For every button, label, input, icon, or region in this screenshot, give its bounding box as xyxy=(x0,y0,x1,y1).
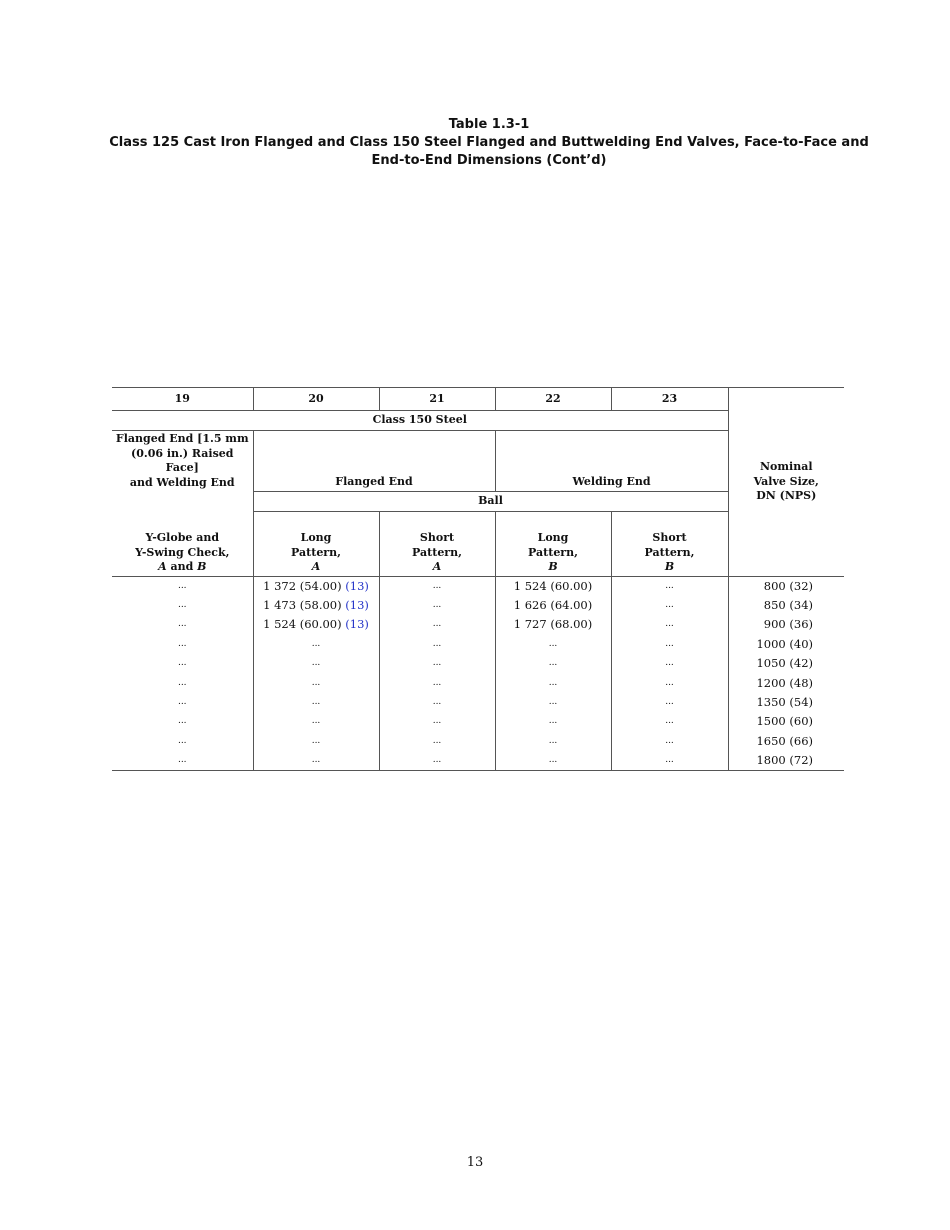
cell-long-pattern-a-value: ... xyxy=(311,697,321,708)
y-globe-line-1: Y-Globe and xyxy=(145,531,220,544)
short-label: Short xyxy=(419,531,455,544)
column-number-19: 19 xyxy=(112,388,253,411)
cell-long-pattern-a-value: ... xyxy=(311,716,321,727)
cell-nominal-size-value: 1650 (66) xyxy=(756,733,813,748)
cell-long-pattern-a-value: 1 372 (54.00) xyxy=(263,578,342,593)
cell-y-globe-value: ... xyxy=(177,600,187,611)
cell-long-pattern-b-value: 1 524 (60.00) xyxy=(513,578,593,593)
cell-long-pattern-b xyxy=(495,654,611,673)
cell-short-pattern-a-value: ... xyxy=(432,735,442,746)
pattern-label: Pattern, xyxy=(412,545,462,559)
cell-long-pattern-a xyxy=(253,751,379,771)
cell-y-globe xyxy=(112,732,253,751)
b-label: B xyxy=(548,560,558,573)
table-row xyxy=(112,673,844,692)
cell-short-pattern-b xyxy=(611,712,728,731)
cell-nominal-size xyxy=(728,693,844,712)
class-150-steel-header: Class 150 Steel xyxy=(112,411,728,431)
cell-short-pattern-b xyxy=(611,732,728,751)
cell-long-pattern-a-value: ... xyxy=(311,735,321,746)
cell-y-globe-value: ... xyxy=(177,638,187,649)
table-body xyxy=(112,576,844,771)
short-pattern-b-header xyxy=(611,511,728,576)
cell-y-globe xyxy=(112,673,253,692)
cell-y-globe xyxy=(112,576,253,596)
cell-short-pattern-a xyxy=(379,693,495,712)
table-row xyxy=(112,712,844,731)
cell-long-pattern-a xyxy=(253,673,379,692)
pattern-label: Pattern, xyxy=(644,545,695,559)
cell-nominal-size-value: 1350 (54) xyxy=(756,695,813,710)
table-row xyxy=(112,635,844,654)
cell-short-pattern-a-value: ... xyxy=(432,677,442,688)
cell-short-pattern-b xyxy=(611,596,728,615)
short-label: Short xyxy=(652,531,687,544)
y-globe-a: A xyxy=(158,560,167,573)
cell-long-pattern-b xyxy=(495,673,611,692)
a-label: A xyxy=(432,560,442,573)
nominal-size-header xyxy=(728,388,844,577)
cell-y-globe xyxy=(112,635,253,654)
flanged-end-header: Flanged End xyxy=(253,431,495,492)
cell-long-pattern-a xyxy=(253,712,379,731)
table-row xyxy=(112,596,844,615)
cell-nominal-size xyxy=(728,635,844,654)
cell-long-pattern-a-value: ... xyxy=(311,658,321,669)
cell-short-pattern-a xyxy=(379,654,495,673)
cell-long-pattern-a-value: ... xyxy=(311,755,321,766)
cell-nominal-size xyxy=(728,576,844,596)
welding-end-header: Welding End xyxy=(495,431,728,492)
cell-short-pattern-a-value: ... xyxy=(432,619,442,630)
table-row xyxy=(112,615,844,634)
cell-y-globe xyxy=(112,693,253,712)
cell-long-pattern-a xyxy=(253,596,379,615)
cell-short-pattern-a-value: ... xyxy=(432,697,442,708)
a-label: A xyxy=(311,560,321,573)
table-row xyxy=(112,654,844,673)
cell-short-pattern-a xyxy=(379,615,495,634)
pattern-label: Pattern, xyxy=(291,545,341,559)
table-row xyxy=(112,732,844,751)
column-number-21: 21 xyxy=(379,388,495,411)
cell-long-pattern-a xyxy=(253,615,379,634)
y-globe-b: B xyxy=(197,560,207,573)
cell-y-globe-value: ... xyxy=(177,697,187,708)
long-pattern-b-header xyxy=(495,511,611,576)
cell-short-pattern-a-value: ... xyxy=(432,638,442,649)
cell-long-pattern-b xyxy=(495,576,611,596)
y-globe-line-2: Y-Swing Check, xyxy=(135,545,230,559)
cell-short-pattern-b-value: ... xyxy=(665,716,674,727)
cell-y-globe-value: ... xyxy=(177,619,187,630)
page-number: 13 xyxy=(466,1155,484,1170)
dimensions-table xyxy=(112,387,844,771)
cell-long-pattern-a-value: 1 473 (58.00) xyxy=(263,598,342,613)
cell-long-pattern-b xyxy=(495,693,611,712)
cell-nominal-size xyxy=(728,615,844,634)
table-row xyxy=(112,576,844,596)
cell-short-pattern-b-value: ... xyxy=(665,600,674,611)
nominal-line-1: Nominal xyxy=(759,460,813,473)
cell-long-pattern-b-value: 1 727 (68.00) xyxy=(513,617,593,632)
note-reference-link[interactable]: (13) xyxy=(345,598,369,613)
nominal-line-2: Valve Size, xyxy=(753,474,819,488)
cell-y-globe xyxy=(112,615,253,634)
cell-nominal-size-value: 1000 (40) xyxy=(756,636,813,651)
cell-nominal-size-value: 1500 (60) xyxy=(756,714,813,729)
cell-long-pattern-b-value: ... xyxy=(548,638,558,649)
cell-y-globe xyxy=(112,654,253,673)
cell-long-pattern-a-value: ... xyxy=(311,638,321,649)
cell-nominal-size-value: 800 (32) xyxy=(763,578,813,593)
cell-short-pattern-b-value: ... xyxy=(665,580,674,591)
cell-short-pattern-b-value: ... xyxy=(665,755,674,766)
short-pattern-a-header xyxy=(379,511,495,576)
cell-y-globe-value: ... xyxy=(177,658,187,669)
note-reference-link[interactable]: (13) xyxy=(345,578,369,593)
cell-short-pattern-a xyxy=(379,576,495,596)
table-row xyxy=(112,751,844,771)
cell-short-pattern-b xyxy=(611,635,728,654)
cell-nominal-size xyxy=(728,712,844,731)
cell-long-pattern-a xyxy=(253,635,379,654)
cell-short-pattern-b-value: ... xyxy=(665,735,674,746)
y-globe-and: and xyxy=(166,560,198,573)
cell-long-pattern-a-value: 1 524 (60.00) xyxy=(263,617,342,632)
cell-long-pattern-b-value: ... xyxy=(548,735,558,746)
cell-long-pattern-b-value: ... xyxy=(548,755,558,766)
cell-long-pattern-b-value: ... xyxy=(548,658,558,669)
cell-short-pattern-b xyxy=(611,673,728,692)
cell-long-pattern-a xyxy=(253,576,379,596)
cell-nominal-size xyxy=(728,673,844,692)
cell-long-pattern-b-value: ... xyxy=(548,697,558,708)
cell-short-pattern-a xyxy=(379,673,495,692)
cell-short-pattern-b-value: ... xyxy=(665,658,674,669)
cell-y-globe xyxy=(112,751,253,771)
cell-short-pattern-b xyxy=(611,693,728,712)
y-globe-header xyxy=(112,511,253,576)
cell-short-pattern-b xyxy=(611,751,728,771)
cell-long-pattern-a xyxy=(253,732,379,751)
flanged-welding-line-1: Flanged End [1.5 mm xyxy=(115,432,249,445)
cell-short-pattern-a xyxy=(379,751,495,771)
cell-short-pattern-a-value: ... xyxy=(432,755,442,766)
cell-nominal-size-value: 850 (34) xyxy=(763,598,813,613)
b-label: B xyxy=(664,560,675,573)
cell-short-pattern-b-value: ... xyxy=(665,619,674,630)
cell-nominal-size-value: 1800 (72) xyxy=(756,753,813,768)
blank-header-cell xyxy=(112,491,253,511)
cell-short-pattern-a-value: ... xyxy=(432,580,442,591)
cell-long-pattern-b xyxy=(495,596,611,615)
cell-short-pattern-b xyxy=(611,615,728,634)
long-pattern-a-header xyxy=(253,511,379,576)
cell-long-pattern-b-value: ... xyxy=(548,716,558,727)
table-row xyxy=(112,693,844,712)
column-number-20: 20 xyxy=(253,388,379,411)
cell-long-pattern-b xyxy=(495,732,611,751)
nominal-line-3: DN (NPS) xyxy=(756,489,817,502)
cell-y-globe-value: ... xyxy=(177,755,187,766)
cell-short-pattern-b xyxy=(611,654,728,673)
cell-nominal-size-value: 1050 (42) xyxy=(756,656,813,671)
cell-y-globe-value: ... xyxy=(177,716,187,727)
cell-nominal-size xyxy=(728,654,844,673)
table-caption xyxy=(100,116,878,170)
flanged-welding-line-3: and Welding End xyxy=(129,475,235,489)
cell-short-pattern-a xyxy=(379,635,495,654)
cell-long-pattern-b xyxy=(495,615,611,634)
cell-short-pattern-b-value: ... xyxy=(665,677,674,688)
cell-short-pattern-a xyxy=(379,712,495,731)
cell-y-globe-value: ... xyxy=(177,735,187,746)
ball-header: Ball xyxy=(253,491,728,511)
column-number-23: 23 xyxy=(611,388,728,411)
cell-long-pattern-a-value: ... xyxy=(311,677,321,688)
cell-nominal-size-value: 900 (36) xyxy=(763,617,813,632)
cell-y-globe-value: ... xyxy=(177,580,187,591)
cell-y-globe xyxy=(112,596,253,615)
flanged-welding-line-2: (0.06 in.) Raised Face] xyxy=(131,446,234,474)
cell-long-pattern-a xyxy=(253,654,379,673)
cell-nominal-size-value: 1200 (48) xyxy=(756,675,813,690)
cell-short-pattern-b-value: ... xyxy=(665,697,674,708)
cell-short-pattern-a xyxy=(379,596,495,615)
cell-short-pattern-a-value: ... xyxy=(432,658,442,669)
cell-nominal-size xyxy=(728,751,844,771)
cell-short-pattern-b-value: ... xyxy=(665,638,674,649)
cell-short-pattern-a xyxy=(379,732,495,751)
cell-short-pattern-a-value: ... xyxy=(432,600,442,611)
cell-nominal-size xyxy=(728,732,844,751)
table-number: Table 1.3-1 xyxy=(448,117,530,132)
pattern-label: Pattern, xyxy=(528,545,578,559)
cell-long-pattern-b-value: ... xyxy=(548,677,558,688)
long-label: Long xyxy=(537,531,569,544)
cell-long-pattern-a xyxy=(253,693,379,712)
cell-long-pattern-b xyxy=(495,635,611,654)
cell-long-pattern-b-value: 1 626 (64.00) xyxy=(513,598,593,613)
cell-long-pattern-b xyxy=(495,712,611,731)
note-reference-link[interactable]: (13) xyxy=(345,617,369,632)
cell-long-pattern-b xyxy=(495,751,611,771)
table-title: Class 125 Cast Iron Flanged and Class 150 Steel Flanged and Buttwelding End Valves, Face-to-Face and End-to-End Dimensions (Cont’d) xyxy=(109,135,869,168)
cell-short-pattern-b xyxy=(611,576,728,596)
cell-y-globe-value: ... xyxy=(177,677,187,688)
column-number-22: 22 xyxy=(495,388,611,411)
cell-nominal-size xyxy=(728,596,844,615)
flanged-welding-end-header xyxy=(112,431,253,492)
long-label: Long xyxy=(300,531,332,544)
cell-y-globe xyxy=(112,712,253,731)
cell-short-pattern-a-value: ... xyxy=(432,716,442,727)
